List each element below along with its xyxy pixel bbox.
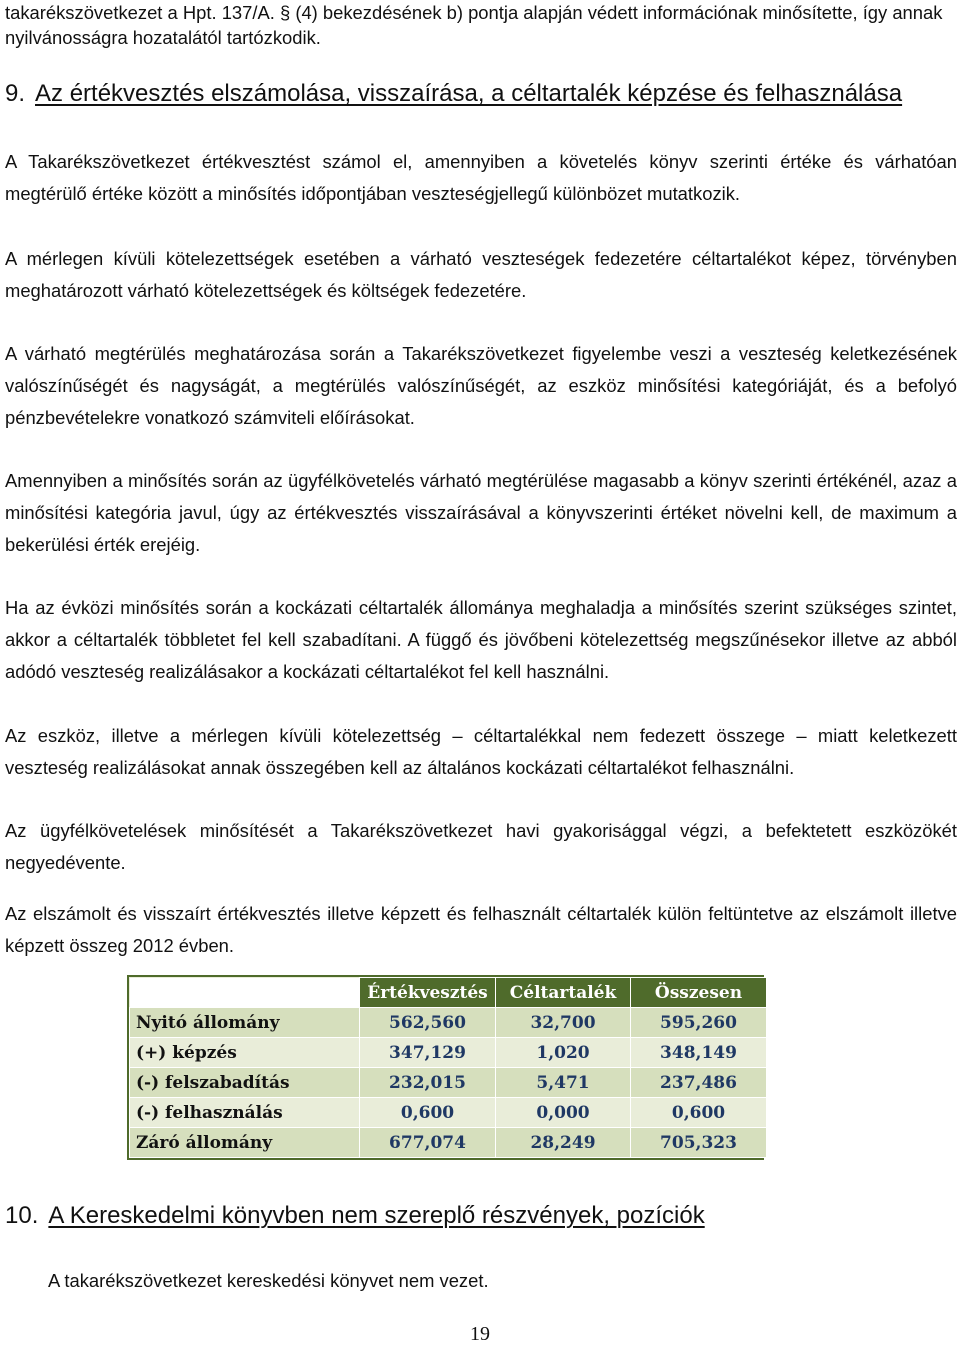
cell-value: 0,600 (631, 1098, 767, 1128)
cell-value: 32,700 (496, 1008, 631, 1038)
cell-value: 595,260 (631, 1008, 767, 1038)
section-10-title: A Kereskedelmi könyvben nem szereplő részvények, pozíciók (48, 1202, 705, 1229)
cell-value: 347,129 (360, 1038, 496, 1068)
cell-value: 562,560 (360, 1008, 496, 1038)
cell-value: 5,471 (496, 1068, 631, 1098)
provision-movement-table (129, 977, 767, 1158)
paragraph-5: Ha az évközi minősítés során a kockázati céltartalék állománya meghaladja a minősítés szerint szükséges szintet, akkor a céltartalék többletet fel kell szabadítani. A függő és jövőbeni kötelezettség megszűnésekor illetve az abból adódó veszteség realizálásakor a kockázati céltartalékot fel kell használni. (5, 597, 957, 682)
section-9-number: 9. (5, 80, 26, 107)
cell-value: 232,015 (360, 1068, 496, 1098)
table-header-row (130, 978, 767, 1008)
section-9-heading (5, 79, 902, 109)
paragraph-8: Az elszámolt és visszaírt értékvesztés illetve képzett és felhasznált céltartalék külön feltüntetve az elszámolt illetve képzett összeg 2012 évben. (5, 903, 957, 956)
table-row (130, 1038, 767, 1068)
header-osszesen: Összesen (631, 978, 767, 1008)
header-celtartalek: Céltartalék (496, 978, 631, 1008)
table-row (130, 1128, 767, 1158)
row-label: (+) képzés (130, 1038, 360, 1068)
cell-value: 705,323 (631, 1128, 767, 1158)
paragraph-6: Az eszköz, illetve a mérlegen kívüli kötelezettség – céltartalékkal nem fedezett összege – miatt keletkezett veszteség realizálásokat annak összegében kell az általános kockázati céltartalékot felhasználni. (5, 725, 957, 778)
section-9-title: Az értékvesztés elszámolása, visszaírása, a céltartalék képzése és felhasználása (35, 80, 903, 107)
header-ertekvesztes: Értékvesztés (360, 978, 496, 1008)
cell-value: 1,020 (496, 1038, 631, 1068)
table-row (130, 1008, 767, 1038)
continued-paragraph: takarékszövetkezet a Hpt. 137/A. § (4) bekezdésének b) pontja alapján védett információnak minősítette, így annak nyilvánosságra hozatalától tartózkodik. (5, 2, 943, 48)
row-label: (-) felhasználás (130, 1098, 360, 1128)
provision-movement-table-frame (127, 975, 764, 1160)
cell-value: 237,486 (631, 1068, 767, 1098)
paragraph-2: A mérlegen kívüli kötelezettségek esetében a várható veszteségek fedezetére céltartalékot képez, törvényben meghatározott várható kötelezettségek és költségek fedezetére. (5, 248, 957, 301)
cell-value: 348,149 (631, 1038, 767, 1068)
paragraph-3: A várható megtérülés meghatározása során a Takarékszövetkezet figyelembe veszi a veszteség keletkezésének valószínűségét és nagyságát, a megtérülés valószínűségét, az eszköz minősítési kategóriáját, és a befolyó pénzbevételekre vonatkozó számviteli előírásokat. (5, 343, 957, 428)
row-label: Záró állomány (130, 1128, 360, 1158)
cell-value: 0,000 (496, 1098, 631, 1128)
section-10-heading (5, 1201, 705, 1231)
cell-value: 0,600 (360, 1098, 496, 1128)
section-10-paragraph: A takarékszövetkezet kereskedési könyvet nem vezet. (48, 1270, 489, 1291)
paragraph-4: Amennyiben a minősítés során az ügyfélkövetelés várható megtérülése magasabb a könyv szerinti értékénél, azaz a minősítési kategória javul, úgy az értékvesztés visszaírásával a könyvszerinti értéket növelni kell, de maximum a bekerülési érték erejéig. (5, 470, 957, 555)
section-10-number: 10. (5, 1202, 39, 1229)
page-number: 19 (470, 1323, 490, 1345)
table-row (130, 1068, 767, 1098)
cell-value: 677,074 (360, 1128, 496, 1158)
row-label: Nyitó állomány (130, 1008, 360, 1038)
paragraph-1: A Takarékszövetkezet értékvesztést számol el, amennyiben a követelés könyv szerinti értéke és várhatóan megtérülő értéke között a minősítés időpontjában veszteségjellegű különbözet mutatkozik. (5, 151, 957, 204)
cell-value: 28,249 (496, 1128, 631, 1158)
row-label: (-) felszabadítás (130, 1068, 360, 1098)
paragraph-7: Az ügyfélkövetelések minősítését a Takarékszövetkezet havi gyakorisággal végzi, a befektetett eszközökét negyedévente. (5, 820, 957, 873)
table-corner-cell (130, 978, 360, 1008)
table-row (130, 1098, 767, 1128)
